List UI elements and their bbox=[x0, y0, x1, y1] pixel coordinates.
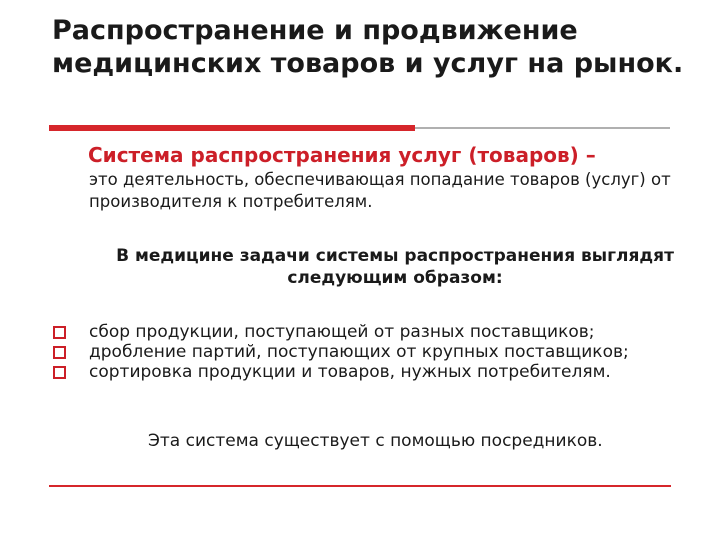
list-item-text: дробление партий, поступающих от крупных поставщиков; bbox=[89, 342, 629, 362]
title-underline-rule bbox=[415, 127, 670, 129]
task-list bbox=[52, 322, 718, 382]
list-item bbox=[52, 322, 718, 342]
closing-statement: Эта система существует с помощью посредников. bbox=[148, 431, 603, 451]
list-item bbox=[52, 342, 718, 362]
bottom-divider bbox=[49, 485, 671, 487]
list-item bbox=[52, 362, 718, 382]
section-subheading: В медицине задачи системы распространения выглядят следующим образом: bbox=[116, 246, 674, 288]
square-bullet-icon bbox=[53, 326, 66, 339]
square-bullet-icon bbox=[53, 366, 66, 379]
definition-block bbox=[88, 141, 708, 213]
slide-title: Распространение и продвижение медицинских товаров и услуг на рынок. bbox=[52, 15, 684, 79]
definition-term: Система распространения услуг (товаров) – bbox=[88, 143, 596, 167]
title-underline-accent bbox=[49, 125, 415, 131]
definition-text: это деятельность, обеспечивающая попадание товаров (услуг) от производителя к потребителям. bbox=[89, 170, 671, 211]
square-bullet-icon bbox=[53, 346, 66, 359]
list-item-text: сбор продукции, поступающей от разных поставщиков; bbox=[89, 322, 595, 342]
list-item-text: сортировка продукции и товаров, нужных потребителям. bbox=[89, 362, 611, 382]
